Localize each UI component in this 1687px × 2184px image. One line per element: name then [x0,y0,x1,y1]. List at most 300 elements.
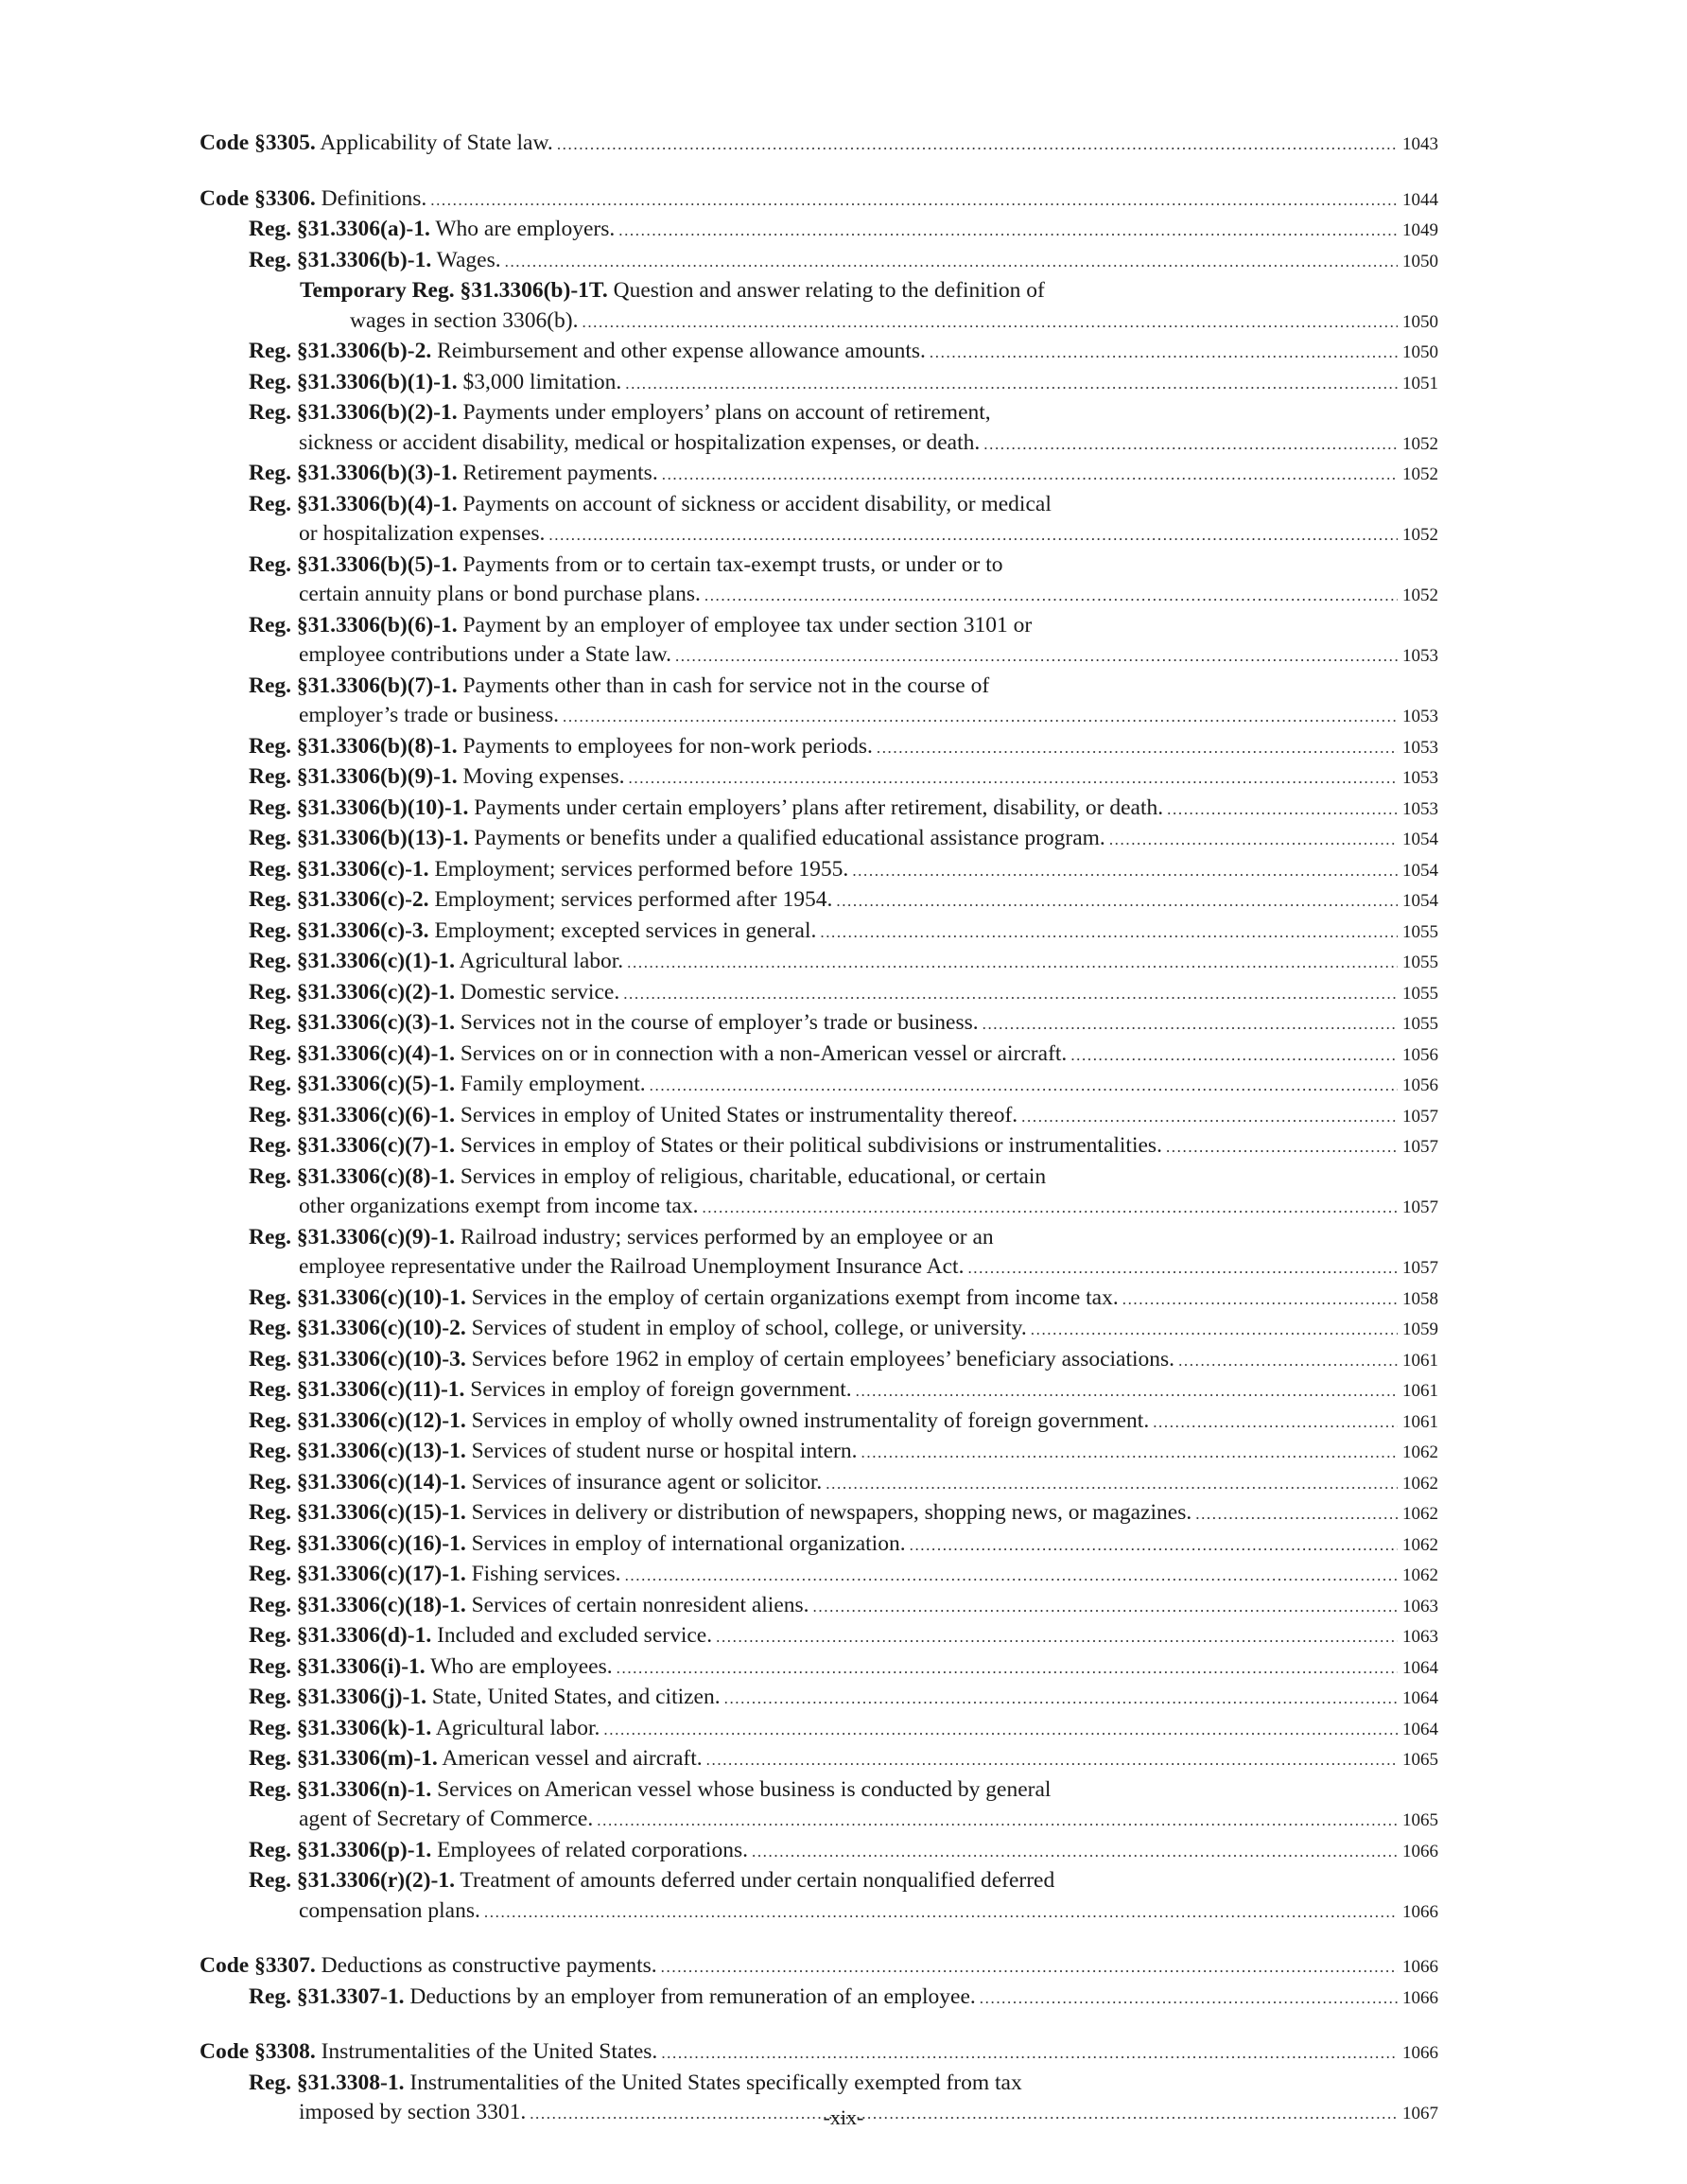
toc-entry-ref: Reg. §31.3306(b)(2)-1. [249,400,458,425]
toc-entry-ref: Reg. §31.3306(a)-1. [249,217,430,241]
toc-entry-line [249,917,1438,948]
toc-entry-line [249,1375,1438,1406]
toc-page-number: 1063 [1402,1596,1438,1616]
toc-entry-title: Domestic service. [460,979,620,1005]
toc-entry-ref: Code §3305. [200,131,316,155]
toc-entry-line [249,1345,1438,1376]
toc-entry-title: Payment by an employer of employee tax under section 3101 or [462,612,1033,638]
toc-entry-text [249,2069,1022,2099]
toc-entry-line [249,1866,1438,1896]
toc-entry-title: Services in employ of United States or instrumentality thereof. [460,1102,1018,1127]
toc-entry-line [200,2037,1438,2069]
toc-reg-entry [200,885,1438,917]
toc-entry-ref: Reg. §31.3306(c)(8)-1. [249,1163,455,1189]
toc-page-number: 1065 [1402,1750,1438,1770]
toc-entry-ref: Reg. §31.3306(p)-1. [249,1837,432,1862]
toc-entry-title: Employment; services performed after 1954. [434,887,833,912]
toc-entry-ref: Code §3308. [200,2039,316,2064]
toc-reg-entry [200,215,1438,246]
toc-entry-ref: Reg. §31.3306(c)(3)-1. [249,1010,455,1035]
toc-entry-ref: Reg. §31.3306(c)(15)-1. [249,1500,466,1525]
toc-reg-entry [200,1836,1438,1867]
toc-entry-text [249,917,816,947]
toc-entry-text [249,1468,822,1498]
toc-entry-text [200,2037,657,2068]
toc-entry-ref: Code §3306. [200,185,316,211]
toc-entry-ref: Reg. §31.3306(c)(9)-1. [249,1224,455,1249]
toc-reg-entry [200,762,1438,794]
toc-reg-entry [200,1406,1438,1438]
toc-entry-title: Agricultural labor. [435,1715,600,1740]
toc-entry-text [249,1070,646,1100]
toc-entry-ref: Reg. §31.3306(c)(16)-1. [249,1530,466,1556]
toc-entry-ref: Reg. §31.3307-1. [249,1983,405,2009]
toc-entry-line [249,947,1438,978]
table-of-contents [200,129,1438,2129]
toc-entry-title-cont: imposed by section 3301. [299,2100,527,2124]
toc-reg-entry [200,459,1438,490]
toc-entry-continuation [249,580,1438,611]
toc-entry-line [249,2069,1438,2099]
toc-entry-ref: Reg. §31.3306(c)(14)-1. [249,1469,466,1494]
toc-entry-text [249,1131,1162,1162]
toc-page-number: 1043 [1402,134,1438,154]
toc-entry-ref: Reg. §31.3308-1. [249,2070,405,2095]
toc-entry-continuation [249,1192,1438,1223]
toc-entry-line [249,246,1438,277]
dot-leader [430,185,1398,216]
toc-reg-entry [200,1223,1438,1284]
toc-page-number: 1063 [1402,1627,1438,1647]
toc-entry-continuation [249,1896,1438,1928]
dot-leader [980,1983,1398,2014]
dot-leader [1031,1315,1398,1345]
dot-leader [603,1715,1398,1745]
toc-reg-entry [200,917,1438,948]
dot-leader [629,763,1399,794]
toc-entry-line [249,794,1438,825]
toc-entry-text [249,1284,1119,1314]
dot-leader [813,1592,1398,1622]
toc-entry-line [249,1437,1438,1468]
toc-entry-ref: Reg. §31.3306(b)(4)-1. [249,491,458,516]
toc-entry-title: Railroad industry; services performed by an employee or an [460,1224,994,1249]
toc-entry-ref: Reg. §31.3306(j)-1. [249,1685,426,1709]
toc-entry-title: Reimbursement and other expense allowance amounts. [437,339,926,363]
toc-entry-ref: Reg. §31.3306(c)(11)-1. [249,1377,465,1402]
toc-reg-entry [200,276,1438,337]
toc-entry-ref: Reg. §31.3306(m)-1. [249,1746,438,1771]
toc-entry-line [249,368,1438,399]
toc-entry-title: Services in employ of religious, charitable, educational, or certain [460,1163,1047,1189]
toc-entry-title: Services in the employ of certain organizations exempt from income tax. [471,1284,1119,1310]
toc-entry-text [249,1314,1027,1344]
toc-entry-line [249,732,1438,763]
toc-entry-title: Payments under employers’ plans on account of retirement, [462,400,991,425]
toc-reg-entry [200,1345,1438,1376]
toc-reg-entry [200,1529,1438,1561]
toc-page-number: 1061 [1402,1350,1438,1371]
toc-entry-title: Definitions. [321,185,427,211]
toc-entry-continuation [249,701,1438,732]
dot-leader [716,1622,1398,1652]
toc-page-number: 1052 [1402,464,1438,484]
toc-page-number: 1058 [1402,1288,1438,1309]
toc-entry-line [200,129,1438,160]
toc-entry-text [249,672,989,702]
toc-entry-title: Treatment of amounts deferred under certain nonqualified deferred [460,1868,1055,1893]
toc-entry-title: Family employment. [460,1072,646,1096]
toc-entry-continuation [249,428,1438,460]
toc-reg-entry [200,490,1438,550]
toc-entry-ref: Reg. §31.3306(c)(18)-1. [249,1592,466,1617]
toc-reg-entry [200,732,1438,763]
toc-entry-title: Services in employ of foreign government. [470,1377,852,1402]
toc-entry-text [249,1437,858,1467]
toc-entry-title: Applicability of State law. [320,131,553,155]
toc-entry-ref: Reg. §31.3306(n)-1. [249,1776,432,1802]
toc-entry-title: Services before 1962 in employ of certain employees’ beneficiary associations. [471,1346,1175,1372]
toc-entry-line [249,1983,1438,2014]
toc-entry-title: Retirement payments. [462,461,658,485]
toc-entry-ref: Reg. §31.3306(b)(13)-1. [249,826,469,850]
dot-leader [1153,1407,1398,1438]
toc-reg-entry [200,672,1438,732]
toc-entry-line [249,978,1438,1009]
toc-reg-entry [200,1621,1438,1652]
dot-leader [597,1806,1398,1836]
toc-entry-line [249,490,1438,520]
toc-entry-title-cont: other organizations exempt from income tax. [299,1194,699,1218]
dot-leader [557,130,1398,160]
toc-entry-ref: Reg. §31.3306(c)(5)-1. [249,1072,455,1096]
toc-page-number: 1062 [1402,1473,1438,1494]
dot-leader [1178,1346,1398,1376]
toc-entry-title: Fishing services. [471,1562,621,1586]
toc-entry-line [249,1406,1438,1438]
toc-entry-title: State, United States, and citizen. [431,1685,721,1709]
toc-entry-line [249,1714,1438,1745]
toc-page-number: 1057 [1402,1258,1438,1278]
dot-leader [505,247,1398,277]
toc-entry-ref: Reg. §31.3306(c)(12)-1. [249,1407,466,1433]
toc-entry-text [249,1345,1174,1375]
toc-entry-line [249,1223,1438,1253]
toc-page-number: 1067 [1402,2104,1438,2123]
dot-leader [877,733,1398,763]
toc-entry-ref: Reg. §31.3306(c)(2)-1. [249,979,455,1005]
toc-reg-entry [200,398,1438,459]
toc-reg-entry [200,1008,1438,1040]
toc-entry-text [249,490,1052,520]
toc-reg-entry [200,855,1438,886]
toc-page-number: 1052 [1402,585,1438,605]
toc-reg-entry [200,611,1438,672]
dot-leader [706,1745,1398,1775]
toc-page-number: 1050 [1402,251,1438,271]
toc-entry-line [200,1951,1438,1983]
toc-entry-ref: Reg. §31.3306(c)(4)-1. [249,1040,455,1066]
toc-page-number: 1055 [1402,952,1438,972]
dot-leader [617,1653,1398,1684]
toc-page-number: 1055 [1402,921,1438,942]
toc-entry-title-cont: certain annuity plans or bond purchase plans. [299,582,701,606]
toc-entry-text [249,1223,994,1253]
toc-page-number: 1054 [1402,830,1438,849]
toc-entry-title: Payments under certain employers’ plans after retirement, disability, or death. [474,795,1164,820]
toc-entry-title: Services of student nurse or hospital intern. [471,1439,858,1463]
toc-entry-ref: Reg. §31.3306(b)(5)-1. [249,551,458,577]
toc-page-number: 1053 [1402,768,1438,788]
toc-entry-text [249,368,621,398]
toc-entry-title: Payments other than in cash for service not in the course of [462,673,990,698]
toc-entry-ref: Reg. §31.3306(c)(1)-1. [249,949,455,973]
toc-entry-line [249,215,1438,246]
toc-page-number: 1044 [1402,189,1438,210]
toc-entry-ref: Reg. §31.3306(c)(10)-3. [249,1346,466,1372]
dot-leader [484,1897,1398,1928]
toc-entry-text [249,1652,613,1683]
toc-entry-ref: Reg. §31.3306(b)(7)-1. [249,673,458,698]
toc-entry-title: Payments on account of sickness or accident disability, or medical [462,491,1052,516]
toc-entry-title: Services on American vessel whose business is conducted by general [437,1776,1052,1802]
toc-entry-title: Services on or in connection with a non-American vessel or aircraft. [460,1040,1068,1066]
toc-entry-title: Services of insurance agent or solicitor. [471,1469,823,1494]
dot-leader [861,1438,1399,1468]
toc-entry-title: Deductions by an employer from remuneration of an employee. [409,1983,976,2009]
toc-entry-title: Services of certain nonresident aliens. [471,1592,809,1617]
toc-entry-line [249,337,1438,368]
toc-entry-title: Instrumentalities of the United States specifically exempted from tax [409,2070,1022,2095]
toc-entry-ref: Reg. §31.3306(c)(17)-1. [249,1562,466,1586]
toc-page-number: 1052 [1402,525,1438,545]
toc-page-number: 1054 [1402,860,1438,881]
toc-reg-entry [200,1591,1438,1622]
dot-leader [826,1469,1398,1499]
toc-entry-line [200,184,1438,216]
dot-leader [852,856,1398,886]
toc-entry-title: Services not in the course of employer’s trade or business. [460,1010,979,1035]
toc-reg-entry [200,1375,1438,1406]
toc-entry-text [249,1866,1054,1896]
toc-entry-ref: Reg. §31.3306(d)-1. [249,1623,432,1648]
dot-leader [856,1376,1398,1406]
dot-leader [563,702,1398,732]
toc-reg-entry [200,1744,1438,1775]
toc-entry-text [249,1498,1191,1529]
toc-entry-line [249,1775,1438,1806]
toc-entry-line [249,1314,1438,1345]
dot-leader [662,460,1398,490]
toc-entry-text [300,276,1045,306]
toc-reg-entry [200,1652,1438,1684]
toc-entry-title: Services in employ of international organization. [471,1530,906,1556]
toc-entry-title-cont: employee contributions under a State law. [299,642,671,667]
toc-entry-title: American vessel and aircraft. [442,1746,703,1771]
toc-entry-ref: Reg. §31.3306(k)-1. [249,1715,432,1740]
toc-entry-title: Who are employers. [435,217,616,241]
toc-entry-ref: Reg. §31.3306(b)-1. [249,247,432,272]
toc-entry-title: Services of student in employ of school, college, or university. [471,1316,1027,1340]
toc-entry-ref: Reg. §31.3306(c)-1. [249,856,429,882]
toc-page-number: 1056 [1402,1075,1438,1095]
toc-reg-entry [200,1498,1438,1529]
toc-entry-text [249,824,1105,854]
toc-entry-text [249,550,1003,581]
toc-entry-ref: Reg. §31.3306(c)(7)-1. [249,1133,455,1158]
toc-reg-entry [200,550,1438,611]
toc-entry-text [249,1375,852,1406]
toc-page-number: 1061 [1402,1411,1438,1432]
toc-page-number: 1055 [1402,983,1438,1004]
toc-entry-title-cont: or hospitalization expenses. [299,521,546,546]
toc-reg-entry [200,1437,1438,1468]
toc-entry-title: Instrumentalities of the United States. [321,2039,658,2064]
toc-entry-line [249,1131,1438,1162]
toc-reg-entry [200,368,1438,399]
toc-page-number: 1052 [1402,433,1438,454]
toc-entry-ref: Reg. §31.3306(b)(9)-1. [249,764,458,789]
toc-entry-title: Wages. [436,247,501,272]
toc-page-number: 1066 [1402,2043,1438,2063]
toc-page-number: 1066 [1402,1957,1438,1977]
toc-entry-text [249,1529,906,1560]
toc-entry-ref: Reg. §31.3306(b)-2. [249,339,432,363]
toc-reg-entry [200,1040,1438,1071]
toc-reg-entry [200,1468,1438,1499]
toc-entry-text [249,1560,621,1590]
toc-code-entry [200,1951,1438,1983]
toc-entry-title-cont: compensation plans. [299,1897,480,1923]
toc-entry-line [249,1468,1438,1499]
toc-entry-text [249,215,615,245]
toc-entry-line [249,1683,1438,1714]
toc-entry-ref: Code §3307. [200,1953,316,1978]
toc-reg-entry [200,824,1438,855]
toc-entry-text [249,398,991,428]
toc-entry-ref: Reg. §31.3306(i)-1. [249,1653,426,1679]
toc-reg-entry [200,1866,1438,1927]
toc-entry-text [249,1101,1017,1131]
toc-entry-title: Deductions as constructive payments. [321,1953,657,1978]
toc-entry-text [249,1162,1046,1193]
toc-page-number: 1057 [1402,1137,1438,1157]
toc-page-number: 1053 [1402,798,1438,819]
toc-entry-ref: Reg. §31.3306(b)(6)-1. [249,612,458,638]
toc-entry-text [200,1951,657,1982]
toc-entry-title: Agricultural labor. [459,949,624,973]
toc-entry-ref: Reg. §31.3306(c)-3. [249,917,429,943]
dot-leader [967,1253,1398,1284]
toc-reg-entry [200,1775,1438,1836]
toc-entry-title-cont: employee representative under the Railroad Unemployment Insurance Act. [299,1254,965,1279]
toc-entry-line [249,1836,1438,1867]
dot-leader [625,369,1398,399]
toc-entry-title: Employment; services performed before 1955. [434,856,849,882]
toc-entry-line [249,459,1438,490]
toc-page-number: 1053 [1402,646,1438,666]
toc-entry-title: Employment; excepted services in general. [434,917,817,943]
toc-entry-line [249,1744,1438,1775]
toc-page-number: 1061 [1402,1381,1438,1401]
toc-entry-title: Moving expenses. [462,764,625,789]
toc-code-entry [200,2037,1438,2069]
toc-entry-title: Payments from or to certain tax-exempt trusts, or under or to [462,551,1003,577]
dot-leader [702,1193,1398,1223]
toc-page-number: 1057 [1402,1106,1438,1127]
toc-entry-text [249,732,873,762]
toc-entry-text [249,762,625,793]
toc-entry-title: Who are employees. [430,1653,613,1679]
toc-entry-line [249,550,1438,581]
toc-entry-text [200,129,553,159]
dot-leader [1167,795,1398,825]
toc-page-number: 1065 [1402,1810,1438,1830]
dot-leader [983,429,1398,460]
toc-reg-entry [200,1162,1438,1223]
toc-entry-line [249,1040,1438,1071]
toc-reg-entry [200,794,1438,825]
toc-entry-text [249,1983,976,2013]
toc-entry-text [249,855,848,885]
dot-leader [1070,1040,1398,1071]
toc-entry-text [249,1714,600,1744]
toc-page-number: 1054 [1402,891,1438,911]
toc-page-number: 1059 [1402,1319,1438,1339]
dot-leader [548,520,1398,550]
toc-entry-title-cont: employer’s trade or business. [299,703,559,727]
toc-entry-ref: Reg. §31.3306(c)(6)-1. [249,1102,455,1127]
toc-entry-line [300,276,1438,306]
toc-entry-line [249,1591,1438,1622]
dot-leader [627,948,1398,978]
toc-entry-line [249,1652,1438,1684]
toc-entry-line [249,1560,1438,1591]
toc-page-number: 1053 [1402,707,1438,726]
toc-entry-title: Payments to employees for non-work periods. [462,733,873,759]
toc-entry-ref: Reg. §31.3306(c)(10)-2. [249,1316,466,1340]
dot-leader [650,1071,1398,1101]
toc-reg-entry [200,246,1438,277]
toc-entry-text [249,1744,703,1774]
toc-entry-continuation [249,640,1438,672]
toc-reg-entry [200,1983,1438,2014]
toc-entry-title-cont: agent of Secretary of Commerce. [299,1807,594,1831]
toc-entry-ref: Reg. §31.3306(b)(1)-1. [249,369,458,394]
toc-entry-text [249,337,926,367]
toc-page-number: 1050 [1402,311,1438,332]
toc-entry-line [249,1498,1438,1529]
toc-entry-line [249,824,1438,855]
toc-page-number: 1062 [1402,1504,1438,1524]
toc-reg-entry [200,1714,1438,1745]
toc-entry-ref: Temporary Reg. §31.3306(b)-1T. [300,278,608,303]
toc-page-number: 1062 [1402,1534,1438,1555]
dot-leader [1109,825,1398,855]
dot-leader [752,1837,1398,1867]
toc-entry-title: Employees of related corporations. [437,1837,748,1862]
toc-entry-line [249,672,1438,702]
toc-entry-line [249,1284,1438,1315]
toc-code-entry [200,129,1438,160]
toc-entry-line [249,1008,1438,1040]
toc-reg-entry [200,978,1438,1009]
toc-entry-text [249,459,658,489]
dot-leader [582,307,1398,338]
dot-leader [1195,1499,1398,1529]
toc-entry-line [249,1101,1438,1132]
toc-entry-title: Services in delivery or distribution of newspapers, shopping news, or magazines. [471,1500,1192,1525]
